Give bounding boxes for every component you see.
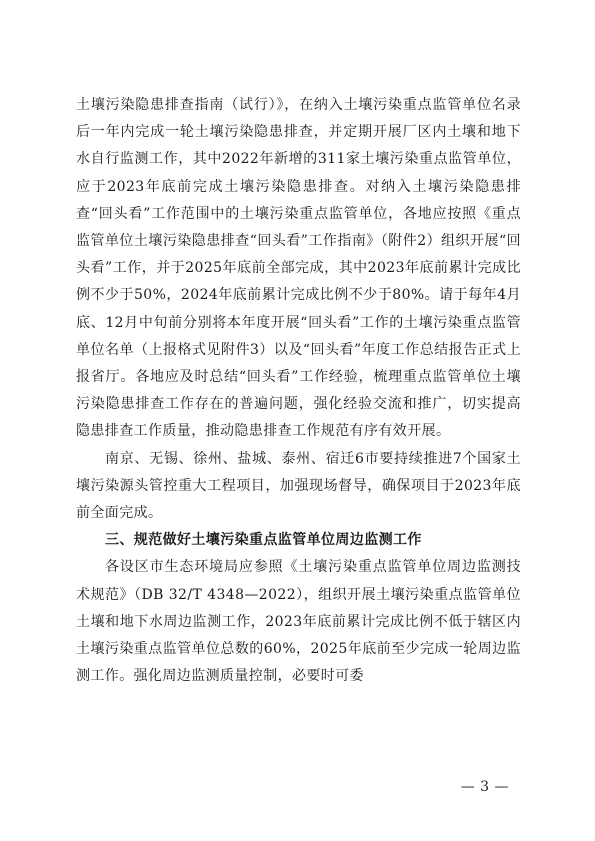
document-body [76,92,521,690]
paragraph-cities: 南京、无锡、徐州、盐城、泰州、宿迁6市要持续推进7个国家土壤污染源头管控重大工程项目，加强现场督导，确保项目于2023年底前全面完成。 [76,450,521,522]
section-heading: 三、规范做好土壤污染重点监管单位周边监测工作 [105,532,422,549]
page-number: — 3 — [460,779,509,795]
paragraph-monitoring: 各设区市生态环境局应参照《土壤污染重点监管单位周边监测技术规范》（DB 32/T 4348—2022），组织开展土壤污染重点监管单位土壤和地下水周边监测工作，2023年底前累计完成比例不低于辖区内土壤污染重点监管单位总数的60%，2025年底前至少完成一轮周边监测工作。强化周边监测质量控制，必要时可委 [76,559,521,685]
paragraph-continuation: 土壤污染隐患排查指南（试行）》，在纳入土壤污染重点监管单位名录后一年内完成一轮土壤污染隐患排查，并定期开展厂区内土壤和地下水自行监测工作，其中2022年新增的311家土壤污染重点监管单位，应于2023年底前完成土壤污染隐患排查。对纳入土壤污染隐患排查“回头看”工作范围中的土壤污染重点监管单位，各地应按照《重点监管单位土壤污染隐患排查“回头看”工作指南》（附件2）组织开展“回头看”工作，并于2025年底前全部完成，其中2023年底前累计完成比例不少于50%，2024年底前累计完成比例不少于80%。请于每年4月底、12月中旬前分别将本年度开展“回头看”工作的土壤污染重点监管单位名单（上报格式见附件3）以及“回头看”年度工作总结报告正式上报省厅。各地应及时总结“回头看”工作经验，梳理重点监管单位土壤污染隐患排查工作存在的普遍问题，强化经验交流和推广，切实提高隐患排查工作质量，推动隐患排查工作规范有序有效开展。 [76,97,521,440]
